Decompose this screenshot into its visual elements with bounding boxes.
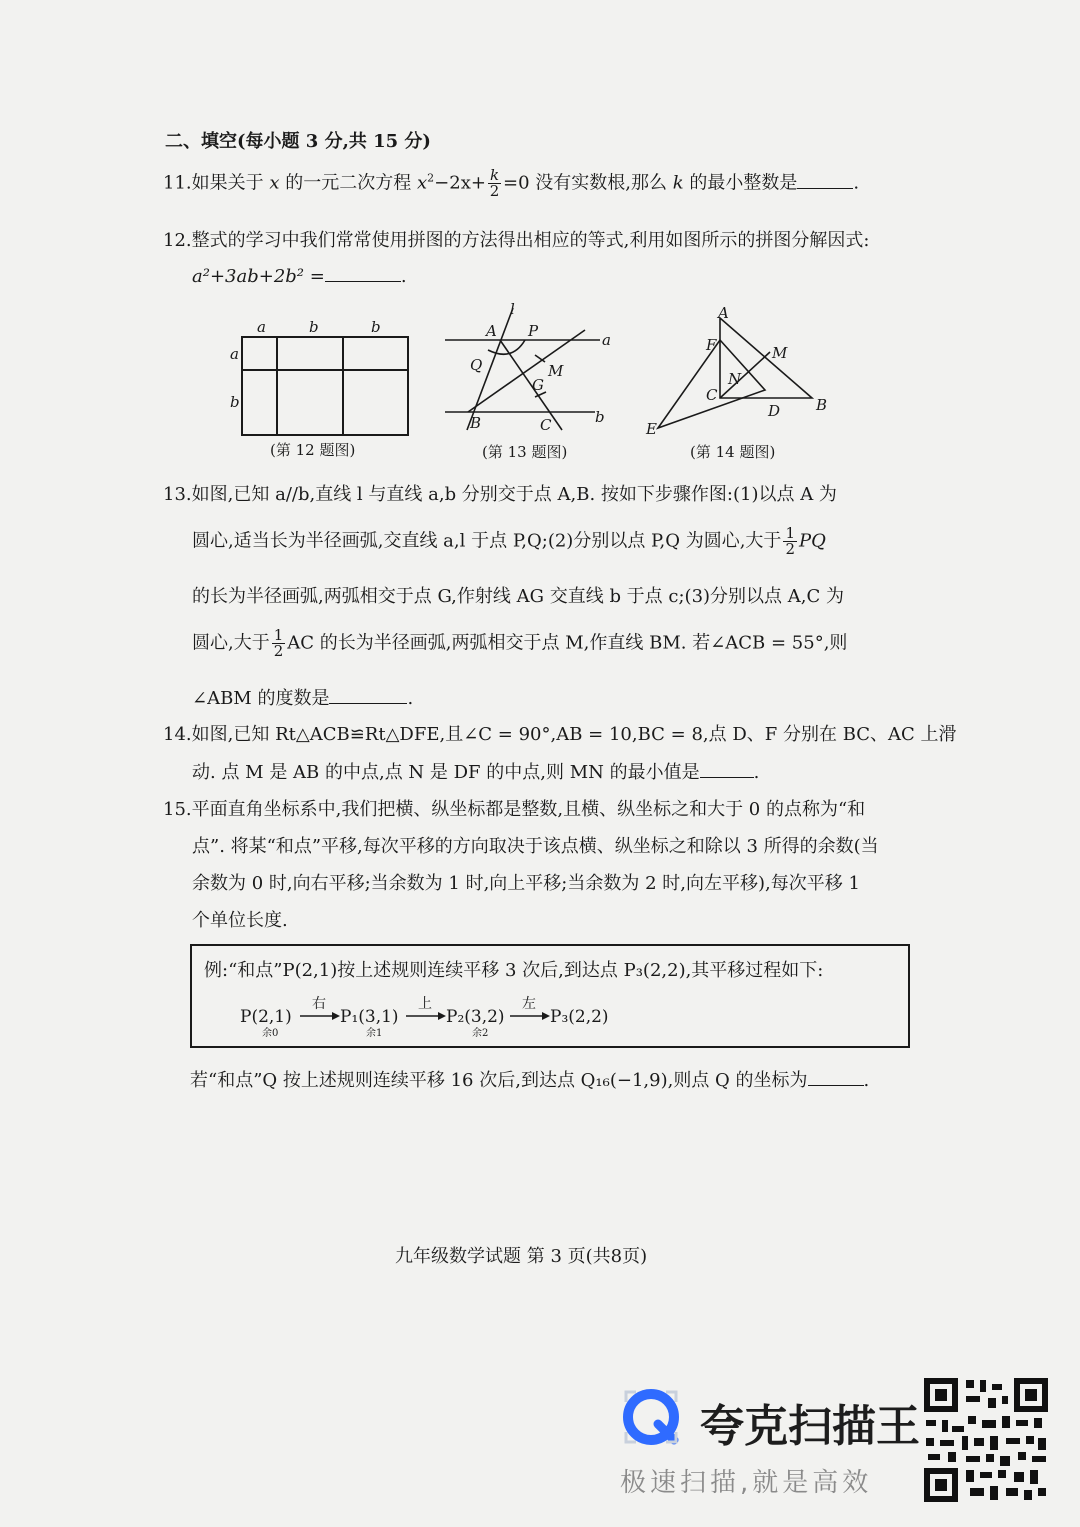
chain-r1: 余1: [366, 1028, 383, 1039]
fig13-label-G: G: [532, 376, 544, 394]
fig13-label-Q: Q: [470, 356, 483, 374]
fig12-label-top-b2: b: [371, 318, 381, 336]
fig14-label-F: F: [706, 336, 717, 354]
fig14-label-B: B: [816, 396, 828, 414]
question-14-line2: 动. 点 M 是 AB 的中点,点 N 是 DF 的中点,则 MN 的最小值是 .: [192, 762, 760, 783]
scanner-brand-name: 夸克扫描王: [700, 1401, 920, 1452]
chain-d1: 右: [312, 996, 326, 1012]
fig12-label-top-a: a: [257, 318, 266, 336]
chain-r0: 余0: [262, 1028, 279, 1039]
scanner-slogan: 极速扫描,就是高效: [620, 1468, 873, 1498]
fig14-label-D: D: [768, 402, 781, 420]
qr-code-icon: [922, 1376, 1050, 1504]
question-13-line2: 圆心,适当长为半径画弧,交直线 a,l 于点 P,Q;(2)分别以点 P,Q 为圆心,大于 $\frac{1}{2}$ PQ: [192, 524, 826, 558]
fig14-label-N: N: [728, 370, 742, 388]
fig12-label-top-b1: b: [309, 318, 319, 336]
fig13-label-C: C: [540, 416, 552, 434]
chain-p3: P₃(2,2): [550, 1007, 609, 1027]
fig13-label-P: P: [528, 322, 539, 340]
fig12-label-left-b: b: [230, 393, 240, 411]
question-15-line3: 余数为 0 时,向右平移;当余数为 1 时,向上平移;当余数为 2 时,向左平移),每次平移 1: [192, 873, 860, 894]
fig13-caption: (第 13 题图): [482, 443, 568, 461]
example-text: 例:“和点”P(2,1)按上述规则连续平移 3 次后,到达点 P₃(2,2),其平移过程如下:: [204, 960, 824, 981]
chain-p0: P(2,1): [240, 1007, 292, 1027]
question-15-final: 若“和点”Q 按上述规则连续平移 16 次后,到达点 Q₁₆(−1,9),则点 Q 的坐标为 .: [190, 1070, 870, 1091]
fig13-label-M: M: [548, 362, 564, 380]
scanner-logo-icon: [618, 1384, 684, 1450]
fig13-label-a: a: [602, 331, 611, 349]
question-11: 11.如果关于 x 的一元二次方程 $x^2-2x+$ $\frac{k}{2}$ =0 没有实数根,那么 k 的最小整数是 .: [163, 166, 860, 200]
question-13-line5: ∠ABM 的度数是 .: [192, 688, 414, 709]
fig14-label-E: E: [646, 420, 657, 438]
page-footer: 九年级数学试题 第 3 页(共8页): [395, 1246, 648, 1267]
question-15-line2: 点”. 将某“和点”平移,每次平移的方向取决于该点横、纵坐标之和除以 3 所得的余数(当: [192, 836, 879, 857]
figure-13: [440, 300, 620, 465]
fig13-label-b: b: [595, 408, 605, 426]
fig14-caption: (第 14 题图): [690, 443, 776, 461]
fig14-label-C: C: [706, 386, 718, 404]
fig12-label-left-a: a: [230, 345, 239, 363]
question-12: 12.整式的学习中我们常常使用拼图的方法得出相应的等式,利用如图所示的拼图分解因式:: [163, 230, 870, 251]
fig14-label-A: A: [718, 304, 729, 322]
question-13-line1: 13.如图,已知 a//b,直线 l 与直线 a,b 分别交于点 A,B. 按如下步骤作图:(1)以点 A 为: [163, 484, 837, 505]
fig14-label-M: M: [772, 344, 788, 362]
fig13-label-A: A: [486, 322, 497, 340]
chain-r2: 余2: [472, 1028, 489, 1039]
example-box: [190, 944, 910, 1048]
chain-p1: P₁(3,1): [340, 1007, 399, 1027]
question-12-expr: a²+3ab+2b² = .: [192, 266, 407, 287]
question-15-line1: 15.平面直角坐标系中,我们把横、纵坐标都是整数,且横、纵坐标之和大于 0 的点称为“和: [163, 799, 866, 820]
question-14-line1: 14.如图,已知 Rt△ACB≌Rt△DFE,且∠C = 90°,AB = 10,BC = 8,点 D、F 分别在 BC、AC 上滑: [163, 724, 957, 745]
chain-d2: 上: [418, 996, 432, 1012]
chain-p2: P₂(3,2): [446, 1007, 505, 1027]
chain-d3: 左: [522, 996, 536, 1012]
question-13-line3: 的长为半径画弧,两弧相交于点 G,作射线 AG 交直线 b 于点 c;(3)分别以点 A,C 为: [192, 586, 844, 607]
section-heading: 二、填空(每小题 3 分,共 15 分): [165, 131, 431, 152]
figure-12: [225, 312, 425, 462]
question-15-line4: 个单位长度.: [192, 910, 288, 931]
figure-14: [640, 300, 840, 465]
fig12-caption: (第 12 题图): [270, 441, 356, 459]
translation-chain: [232, 990, 632, 1042]
fig13-label-l: l: [510, 300, 515, 318]
fig13-label-B: B: [470, 414, 482, 432]
question-13-line4: 圆心,大于 $\frac{1}{2}$ AC 的长为半径画弧,两弧相交于点 M,作直线 BM. 若∠ACB = 55°,则: [192, 626, 848, 660]
